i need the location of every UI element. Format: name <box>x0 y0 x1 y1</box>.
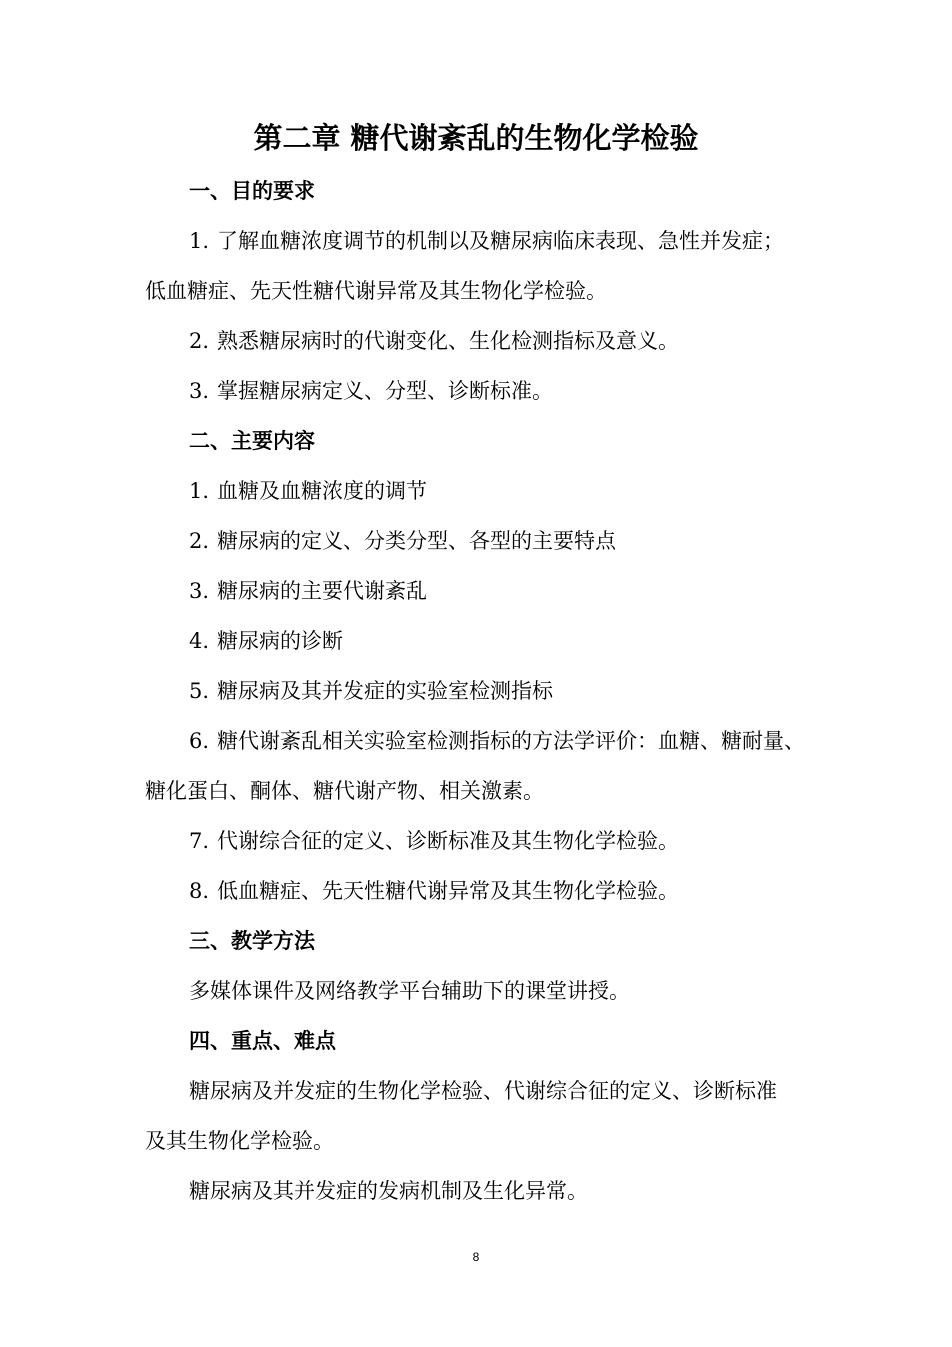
list-item <box>0 676 952 706</box>
item-text: 糖尿病及其并发症的实验室检测指标 <box>217 679 554 703</box>
paragraph: 糖尿病及并发症的生物化学检验、代谢综合征的定义、诊断标准 <box>189 1079 777 1103</box>
item-number: 2. <box>189 529 210 553</box>
item-number: 5. <box>189 679 210 703</box>
list-item <box>0 826 952 856</box>
item-text: 糖尿病的主要代谢紊乱 <box>217 579 428 603</box>
list-item <box>0 326 952 356</box>
item-text: 了解血糖浓度调节的机制以及糖尿病临床表现、急性并发症； <box>217 229 785 253</box>
paragraph: 多媒体课件及网络教学平台辅助下的课堂讲授。 <box>189 979 630 1003</box>
page-title: 第二章 糖代谢紊乱的生物化学检验 <box>253 121 699 155</box>
item-number: 2. <box>189 329 210 353</box>
item-number: 6. <box>189 729 210 753</box>
item-number: 8. <box>189 879 210 903</box>
paragraph: 糖尿病及其并发症的发病机制及生化异常。 <box>189 1179 588 1203</box>
section-heading-teaching-method: 三、教学方法 <box>189 928 315 953</box>
item-text: 低血糖症、先天性糖代谢异常及其生物化学检验。 <box>217 879 680 903</box>
list-item <box>0 626 952 656</box>
item-text: 代谢综合征的定义、诊断标准及其生物化学检验。 <box>217 829 680 853</box>
item-text: 熟悉糖尿病时的代谢变化、生化检测指标及意义。 <box>217 329 680 353</box>
item-text: 血糖及血糖浓度的调节 <box>217 479 428 503</box>
item-text: 糖尿病的诊断 <box>217 629 344 653</box>
list-item <box>0 876 952 906</box>
item-number: 1. <box>189 479 210 503</box>
list-item <box>0 726 952 756</box>
item-text-continuation: 低血糖症、先天性糖代谢异常及其生物化学检验。 <box>145 279 607 303</box>
list-item <box>0 576 952 606</box>
item-text: 糖尿病的定义、分类分型、各型的主要特点 <box>217 529 617 553</box>
section-heading-objectives: 一、目的要求 <box>189 178 315 203</box>
item-text: 糖代谢紊乱相关实验室检测指标的方法学评价：血糖、糖耐量、 <box>217 729 806 753</box>
list-item <box>0 226 952 256</box>
item-number: 7. <box>189 829 210 853</box>
list-item <box>0 526 952 556</box>
item-number: 3. <box>189 379 210 403</box>
list-item <box>0 376 952 406</box>
item-text-continuation: 糖化蛋白、酮体、糖代谢产物、相关激素。 <box>145 779 544 803</box>
item-number: 4. <box>189 629 210 653</box>
item-number: 1. <box>189 229 210 253</box>
item-number: 3. <box>189 579 210 603</box>
item-text: 掌握糖尿病定义、分型、诊断标准。 <box>217 379 554 403</box>
section-heading-key-points: 四、重点、难点 <box>189 1028 336 1053</box>
section-heading-content: 二、主要内容 <box>189 428 315 453</box>
paragraph-continuation: 及其生物化学检验。 <box>145 1129 334 1153</box>
list-item <box>0 476 952 506</box>
page-number: 8 <box>472 1250 480 1264</box>
